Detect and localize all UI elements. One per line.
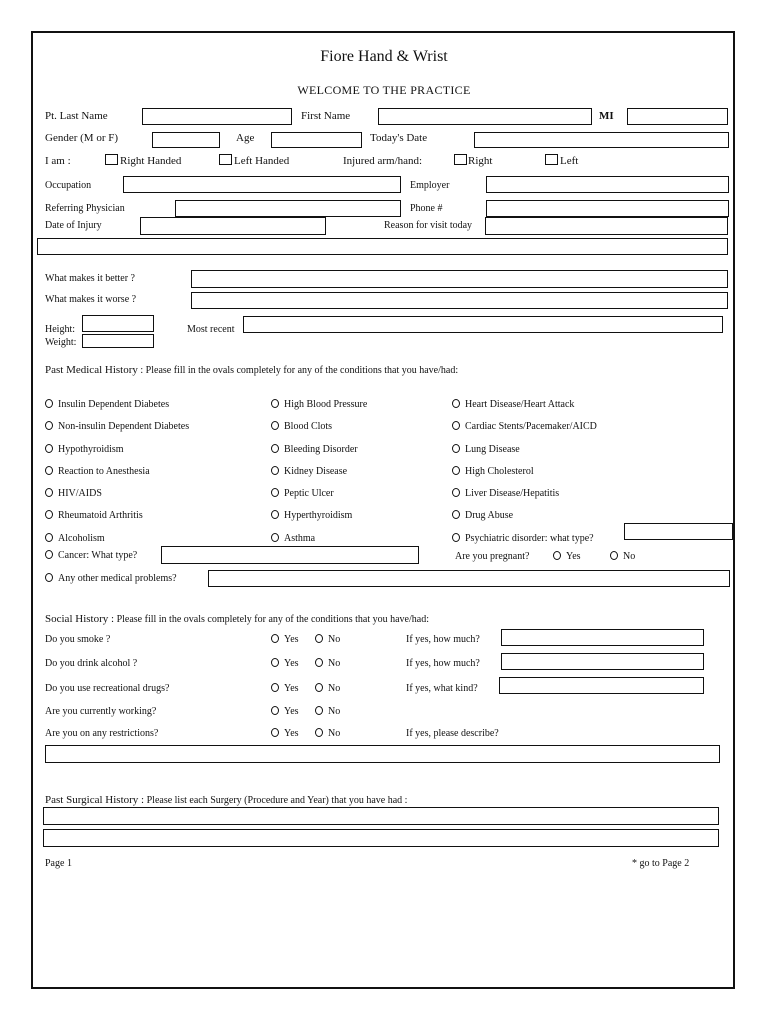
drugs-question: Do you use recreational drugs? — [45, 683, 170, 694]
oval-icon — [45, 573, 53, 582]
most-recent-field[interactable] — [243, 316, 723, 333]
oval-icon — [271, 706, 279, 715]
employer-field[interactable] — [486, 176, 729, 193]
pmh-item[interactable]: Kidney Disease — [271, 461, 367, 483]
first-name-label: First Name — [301, 110, 351, 122]
smoke-no-option[interactable]: No — [315, 634, 340, 645]
injured-left-checkbox[interactable] — [545, 154, 558, 165]
pmh-item[interactable]: Drug Abuse — [452, 505, 597, 527]
pmh-item[interactable]: Heart Disease/Heart Attack — [452, 394, 597, 416]
alcohol-yes-option[interactable]: Yes — [271, 658, 299, 669]
social-instructions: Please fill in the ovals completely for any of the conditions that you have/had: — [114, 614, 429, 625]
oval-icon — [271, 488, 279, 497]
oval-icon — [271, 444, 279, 453]
injured-right-checkbox[interactable] — [454, 154, 467, 165]
pmh-heading-line — [45, 364, 458, 376]
reason-for-visit-label: Reason for visit today — [384, 220, 473, 231]
pmh-item[interactable]: Non-insulin Dependent Diabetes — [45, 416, 189, 438]
psychiatric-type-field[interactable] — [624, 523, 733, 540]
right-handed-label: Right Handed — [120, 155, 182, 167]
social-heading: Social History : — [45, 613, 115, 625]
injured-hand-label: Injured arm/hand: — [343, 155, 423, 167]
oval-icon — [315, 683, 323, 692]
oval-icon — [45, 510, 53, 519]
age-label: Age — [236, 132, 255, 144]
oval-icon — [452, 421, 460, 430]
oval-icon — [452, 444, 460, 453]
form-title: Fiore Hand & Wrist — [320, 48, 448, 65]
injured-right-label: Right — [468, 155, 493, 167]
drugs-followup-label: If yes, what kind? — [406, 683, 478, 694]
oval-icon — [553, 551, 561, 560]
phone-field[interactable] — [486, 200, 729, 217]
reason-for-visit-field[interactable] — [485, 217, 728, 235]
occupation-label: Occupation — [45, 180, 92, 191]
occupation-field[interactable] — [123, 176, 401, 193]
pmh-item[interactable]: Peptic Ulcer — [271, 483, 367, 505]
referring-physician-label: Referring Physician — [45, 203, 125, 214]
restrictions-no-option[interactable]: No — [315, 728, 340, 739]
right-handed-checkbox[interactable] — [105, 154, 118, 165]
cancer-item[interactable]: Cancer: What type? — [45, 550, 137, 561]
date-of-injury-label: Date of Injury — [45, 220, 102, 231]
i-am-label: I am : — [45, 155, 71, 167]
left-handed-label: Left Handed — [234, 155, 290, 167]
pmh-item[interactable]: Bleeding Disorder — [271, 439, 367, 461]
restrictions-followup-label: If yes, please describe? — [406, 728, 499, 739]
oval-icon — [271, 466, 279, 475]
pmh-item[interactable]: Blood Clots — [271, 416, 367, 438]
last-name-field[interactable] — [142, 108, 292, 125]
pregnant-no-option[interactable]: No — [610, 551, 635, 562]
other-problems-field[interactable] — [208, 570, 730, 587]
oval-icon — [271, 533, 279, 542]
most-recent-label: Most recent — [187, 324, 235, 335]
referring-physician-field[interactable] — [175, 200, 401, 217]
pmh-item[interactable]: Liver Disease/Hepatitis — [452, 483, 597, 505]
worse-field[interactable] — [191, 292, 728, 309]
pmh-item[interactable]: Alcoholism — [45, 528, 189, 550]
better-label: What makes it better ? — [45, 273, 135, 284]
pregnant-label: Are you pregnant? — [455, 551, 530, 562]
oval-icon — [45, 533, 53, 542]
oval-icon — [271, 683, 279, 692]
age-field[interactable] — [271, 132, 362, 148]
oval-icon — [315, 658, 323, 667]
oval-icon — [271, 510, 279, 519]
smoke-amount-field[interactable] — [501, 629, 704, 646]
pmh-item[interactable]: Reaction to Anesthesia — [45, 461, 189, 483]
height-label: Height: — [45, 324, 75, 335]
form-subtitle: WELCOME TO THE PRACTICE — [297, 83, 471, 97]
pmh-item[interactable]: Cardiac Stents/Pacemaker/AICD — [452, 416, 597, 438]
gender-label: Gender (M or F) — [45, 132, 119, 144]
oval-icon — [271, 728, 279, 737]
todays-date-label: Today's Date — [370, 132, 428, 144]
weight-label: Weight: — [45, 337, 77, 348]
working-yes-option[interactable]: Yes — [271, 706, 299, 717]
oval-icon — [45, 550, 53, 559]
pmh-item[interactable]: HIV/AIDS — [45, 483, 189, 505]
restrictions-question: Are you on any restrictions? — [45, 728, 159, 739]
oval-icon — [45, 444, 53, 453]
injured-left-label: Left — [560, 155, 579, 167]
next-page-note: * go to Page 2 — [632, 858, 690, 869]
date-of-injury-field[interactable] — [140, 217, 326, 235]
social-heading-line — [45, 613, 429, 625]
pmh-item[interactable]: Rheumatoid Arthritis — [45, 505, 189, 527]
drugs-kind-field[interactable] — [499, 677, 704, 694]
pmh-item[interactable]: High Cholesterol — [452, 461, 597, 483]
surgical-history-field-1[interactable] — [43, 807, 719, 825]
pmh-column-1 — [45, 394, 189, 550]
last-name-label: Pt. Last Name — [45, 110, 108, 122]
pmh-item[interactable]: High Blood Pressure — [271, 394, 367, 416]
cancer-type-field[interactable] — [161, 546, 419, 564]
pmh-item[interactable]: Insulin Dependent Diabetes — [45, 394, 189, 416]
smoke-followup-label: If yes, how much? — [406, 634, 480, 645]
drugs-no-option[interactable]: No — [315, 683, 340, 694]
pmh-column-2 — [271, 394, 367, 550]
worse-label: What makes it worse ? — [45, 294, 137, 305]
working-question: Are you currently working? — [45, 706, 157, 717]
oval-icon — [315, 634, 323, 643]
working-no-option[interactable]: No — [315, 706, 340, 717]
gender-field[interactable] — [152, 132, 220, 148]
surgical-heading: Past Surgical History : — [45, 794, 145, 806]
oval-icon — [271, 421, 279, 430]
oval-icon — [452, 466, 460, 475]
oval-icon — [45, 421, 53, 430]
mi-label: MI — [599, 110, 614, 122]
pmh-item[interactable]: Hypothyroidism — [45, 439, 189, 461]
todays-date-field[interactable] — [474, 132, 729, 148]
mi-field[interactable] — [627, 108, 728, 125]
restrictions-yes-option[interactable]: Yes — [271, 728, 299, 739]
pmh-item[interactable]: Asthma — [271, 528, 367, 550]
first-name-field[interactable] — [378, 108, 592, 125]
weight-field[interactable] — [82, 334, 154, 348]
pregnant-yes-option[interactable]: Yes — [553, 551, 581, 562]
oval-icon — [45, 466, 53, 475]
oval-icon — [452, 533, 460, 542]
oval-icon — [452, 488, 460, 497]
oval-icon — [315, 706, 323, 715]
oval-icon — [271, 399, 279, 408]
surgical-history-field-2[interactable] — [43, 829, 719, 847]
employer-label: Employer — [410, 180, 450, 191]
page-number: Page 1 — [45, 858, 72, 869]
oval-icon — [452, 510, 460, 519]
other-problems-item[interactable]: Any other medical problems? — [45, 573, 177, 584]
oval-icon — [271, 634, 279, 643]
oval-icon — [45, 488, 53, 497]
pmh-instructions: : Please fill in the ovals completely for any of the conditions that you have/had: — [137, 365, 459, 376]
oval-icon — [271, 658, 279, 667]
smoke-question: Do you smoke ? — [45, 634, 111, 645]
reason-continuation-field[interactable] — [37, 238, 728, 255]
left-handed-checkbox[interactable] — [219, 154, 232, 165]
oval-icon — [452, 399, 460, 408]
oval-icon — [45, 399, 53, 408]
oval-icon — [315, 728, 323, 737]
pmh-item[interactable]: Psychiatric disorder: what type? — [452, 528, 597, 550]
drugs-yes-option[interactable]: Yes — [271, 683, 299, 694]
alcohol-question: Do you drink alcohol ? — [45, 658, 138, 669]
pmh-item[interactable]: Hyperthyroidism — [271, 505, 367, 527]
better-field[interactable] — [191, 270, 728, 288]
pmh-column-3 — [452, 394, 597, 550]
oval-icon — [610, 551, 618, 560]
restrictions-describe-field[interactable] — [45, 745, 720, 763]
alcohol-followup-label: If yes, how much? — [406, 658, 480, 669]
alcohol-amount-field[interactable] — [501, 653, 704, 670]
smoke-yes-option[interactable]: Yes — [271, 634, 299, 645]
pmh-item[interactable]: Lung Disease — [452, 439, 597, 461]
height-field[interactable] — [82, 315, 154, 332]
surgical-heading-line — [45, 794, 407, 806]
phone-label: Phone # — [410, 203, 443, 214]
alcohol-no-option[interactable]: No — [315, 658, 340, 669]
surgical-instructions: Please list each Surgery (Procedure and Year) that you have had : — [144, 795, 408, 806]
pmh-heading: Past Medical History — [45, 364, 138, 376]
